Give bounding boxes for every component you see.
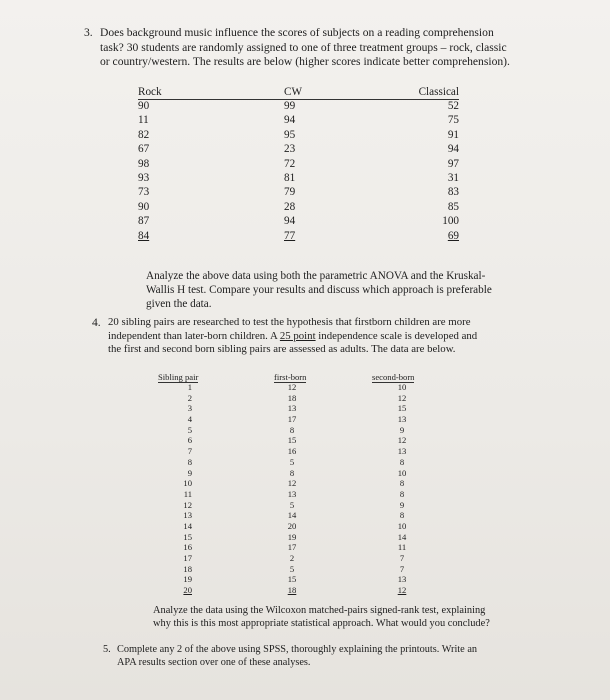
second-born-score: 14 xyxy=(397,531,407,542)
sibling-pair-id: 15 xyxy=(183,531,192,542)
second-born-score: 11 xyxy=(397,542,407,553)
table-body xyxy=(158,382,459,596)
sibling-pair-id: 20 xyxy=(183,585,192,596)
second-born-score: 9 xyxy=(399,424,405,435)
scale-points: 25 point xyxy=(279,329,316,342)
first-born-score: 12 xyxy=(287,478,297,489)
sibling-pair-id: 10 xyxy=(183,478,192,489)
table-row xyxy=(158,468,459,479)
second-born-score: 13 xyxy=(397,414,407,425)
line-text: independence scale is developed and xyxy=(315,329,478,342)
second-born-score: 10 xyxy=(397,520,407,531)
table-row xyxy=(138,230,459,244)
table-header xyxy=(138,86,459,100)
classical-score: 94 xyxy=(447,143,459,156)
rock-score: 98 xyxy=(138,157,150,170)
sibling-pair-id: 1 xyxy=(187,382,192,392)
classical-score: 31 xyxy=(447,171,459,184)
question-5-number: 5. xyxy=(103,644,111,655)
table-row xyxy=(158,425,459,436)
question-5-line: APA results section over one of these analyses. xyxy=(117,657,311,668)
table-row xyxy=(158,500,459,511)
sibling-pairs-table xyxy=(158,372,459,596)
second-born-score: 7 xyxy=(399,553,405,563)
rock-score: 90 xyxy=(138,100,150,112)
first-born-score: 15 xyxy=(287,574,297,585)
classical-score: 91 xyxy=(447,128,459,141)
sibling-pair-id: 13 xyxy=(183,510,192,521)
sibling-pair-id: 11 xyxy=(183,488,192,499)
line-text: independent than later-born children. A xyxy=(108,329,280,342)
first-born-score: 14 xyxy=(287,510,297,521)
first-born-score: 16 xyxy=(287,446,297,457)
first-born-score: 13 xyxy=(287,403,297,414)
table-row xyxy=(138,215,459,229)
question-4-instructions xyxy=(153,604,533,630)
header-classical: Classical xyxy=(418,86,459,98)
table-row xyxy=(138,172,459,186)
second-born-score: 12 xyxy=(397,435,407,446)
second-born-score: 8 xyxy=(399,510,405,521)
second-born-score: 9 xyxy=(399,499,405,510)
cw-score: 72 xyxy=(284,157,296,170)
cw-score: 77 xyxy=(284,229,296,242)
sibling-pair-id: 16 xyxy=(183,542,192,553)
second-born-score: 8 xyxy=(399,456,405,467)
first-born-score: 12 xyxy=(287,382,297,392)
question-5-line: Complete any 2 of the above using SPSS, thoroughly explaining the printouts. Write an xyxy=(117,644,478,655)
instruction-line: Analyze the data using the Wilcoxon matched-pairs signed-rank test, explaining xyxy=(153,605,486,616)
table-row xyxy=(158,382,459,393)
rock-score: 84 xyxy=(138,229,150,242)
first-born-score: 8 xyxy=(289,467,295,478)
second-born-score: 10 xyxy=(397,382,407,392)
instruction-line: why this is this most appropriate statistical approach. What would you conclude? xyxy=(153,618,490,629)
first-born-score: 17 xyxy=(287,414,297,425)
table-row xyxy=(158,478,459,489)
sibling-pair-id: 9 xyxy=(187,467,192,478)
sibling-pair-id: 7 xyxy=(187,446,192,457)
question-4-line xyxy=(108,330,552,344)
table-row xyxy=(138,100,459,114)
table-row xyxy=(158,489,459,500)
header-rock: Rock xyxy=(138,86,162,98)
table-row xyxy=(158,403,459,414)
second-born-score: 10 xyxy=(397,467,407,478)
classical-score: 52 xyxy=(447,100,459,112)
rock-score: 93 xyxy=(138,171,150,184)
table-row xyxy=(158,542,459,553)
header-cw: CW xyxy=(284,86,303,98)
sibling-pair-id: 6 xyxy=(187,435,192,446)
table-row xyxy=(158,521,459,532)
table-row xyxy=(158,532,459,543)
first-born-score: 2 xyxy=(289,553,295,563)
question-3-instructions xyxy=(146,269,526,312)
table-body xyxy=(138,100,459,244)
question-3 xyxy=(84,26,554,70)
second-born-score: 13 xyxy=(397,446,407,457)
header-first-born: first-born xyxy=(274,372,307,382)
first-born-score: 18 xyxy=(287,585,297,596)
sibling-pair-id: 4 xyxy=(187,414,192,425)
second-born-score: 15 xyxy=(397,403,407,414)
first-born-score: 20 xyxy=(287,520,297,531)
table-row xyxy=(138,186,459,200)
classical-score: 100 xyxy=(442,215,459,228)
sibling-pair-id: 14 xyxy=(183,520,192,531)
sibling-pair-id: 19 xyxy=(183,574,192,585)
cw-score: 28 xyxy=(284,200,296,213)
second-born-score: 12 xyxy=(397,585,407,596)
sibling-pair-id: 17 xyxy=(183,553,192,563)
cw-score: 99 xyxy=(284,100,296,112)
question-3-number: 3. xyxy=(84,26,93,39)
table-row xyxy=(158,564,459,575)
table-row xyxy=(138,129,459,143)
table-row xyxy=(158,457,459,468)
second-born-score: 13 xyxy=(397,574,407,585)
classical-score: 97 xyxy=(447,157,459,170)
cw-score: 94 xyxy=(284,114,296,127)
first-born-score: 19 xyxy=(287,531,297,542)
cw-score: 81 xyxy=(284,171,296,184)
table-row xyxy=(138,201,459,215)
sibling-pair-id: 2 xyxy=(187,392,192,403)
table-row xyxy=(158,510,459,521)
cw-score: 23 xyxy=(284,143,296,156)
cw-score: 94 xyxy=(284,215,296,228)
rock-score: 87 xyxy=(138,215,150,228)
sibling-pair-id: 8 xyxy=(187,456,192,467)
first-born-score: 5 xyxy=(289,456,295,467)
instruction-line: Wallis H test. Compare your results and discuss which approach is preferable xyxy=(146,284,492,297)
header-sibling-pair: Sibling pair xyxy=(158,372,199,382)
first-born-score: 5 xyxy=(289,499,295,510)
cw-score: 95 xyxy=(284,128,296,141)
table-row xyxy=(158,414,459,425)
second-born-score: 8 xyxy=(399,488,405,499)
cw-score: 79 xyxy=(284,186,296,199)
sibling-pair-id: 5 xyxy=(187,424,192,435)
second-born-score: 12 xyxy=(397,392,407,403)
table-row xyxy=(158,393,459,404)
rock-score: 73 xyxy=(138,186,150,199)
question-5 xyxy=(103,643,533,669)
question-4-number: 4. xyxy=(92,316,101,329)
table-row xyxy=(158,585,459,596)
question-4 xyxy=(92,316,552,357)
classical-score: 69 xyxy=(447,229,459,242)
sibling-pair-id: 3 xyxy=(187,403,192,414)
table-row xyxy=(158,435,459,446)
table-row xyxy=(138,114,459,128)
second-born-score: 8 xyxy=(399,478,405,489)
first-born-score: 8 xyxy=(289,424,295,435)
header-second-born: second-born xyxy=(372,372,415,382)
classical-score: 85 xyxy=(447,200,459,213)
first-born-score: 18 xyxy=(287,392,297,403)
first-born-score: 13 xyxy=(287,488,297,499)
rock-score: 11 xyxy=(138,114,149,127)
rock-score: 90 xyxy=(138,200,150,213)
classical-score: 83 xyxy=(447,186,459,199)
table-row xyxy=(158,553,459,564)
second-born-score: 7 xyxy=(399,563,405,574)
first-born-score: 17 xyxy=(287,542,297,553)
classical-score: 75 xyxy=(447,114,459,127)
instruction-line: given the data. xyxy=(146,298,212,311)
question-4-line: 20 sibling pairs are researched to test the hypothesis that firstborn children are more xyxy=(108,316,471,328)
first-born-score: 15 xyxy=(287,435,297,446)
table-header xyxy=(158,372,459,382)
table-row xyxy=(158,574,459,585)
table-row xyxy=(138,143,459,157)
question-3-line: Does background music influence the scores of subjects on a reading comprehension xyxy=(100,26,494,39)
sibling-pair-id: 18 xyxy=(183,563,192,574)
instruction-line: Analyze the above data using both the parametric ANOVA and the Kruskal- xyxy=(146,270,486,282)
sibling-pair-id: 12 xyxy=(183,499,192,510)
table-row xyxy=(158,446,459,457)
rock-score: 67 xyxy=(138,143,150,156)
question-3-line: or country/western. The results are below (higher scores indicate better comprehension). xyxy=(100,55,510,69)
table-row xyxy=(138,158,459,172)
question-3-line: task? 30 students are randomly assigned to one of three treatment groups – rock, classic xyxy=(100,40,507,54)
question-4-line: the first and second born sibling pairs are assessed as adults. The data are below. xyxy=(108,343,456,356)
rock-score: 82 xyxy=(138,128,150,141)
first-born-score: 5 xyxy=(289,563,295,574)
music-scores-table xyxy=(138,86,459,244)
